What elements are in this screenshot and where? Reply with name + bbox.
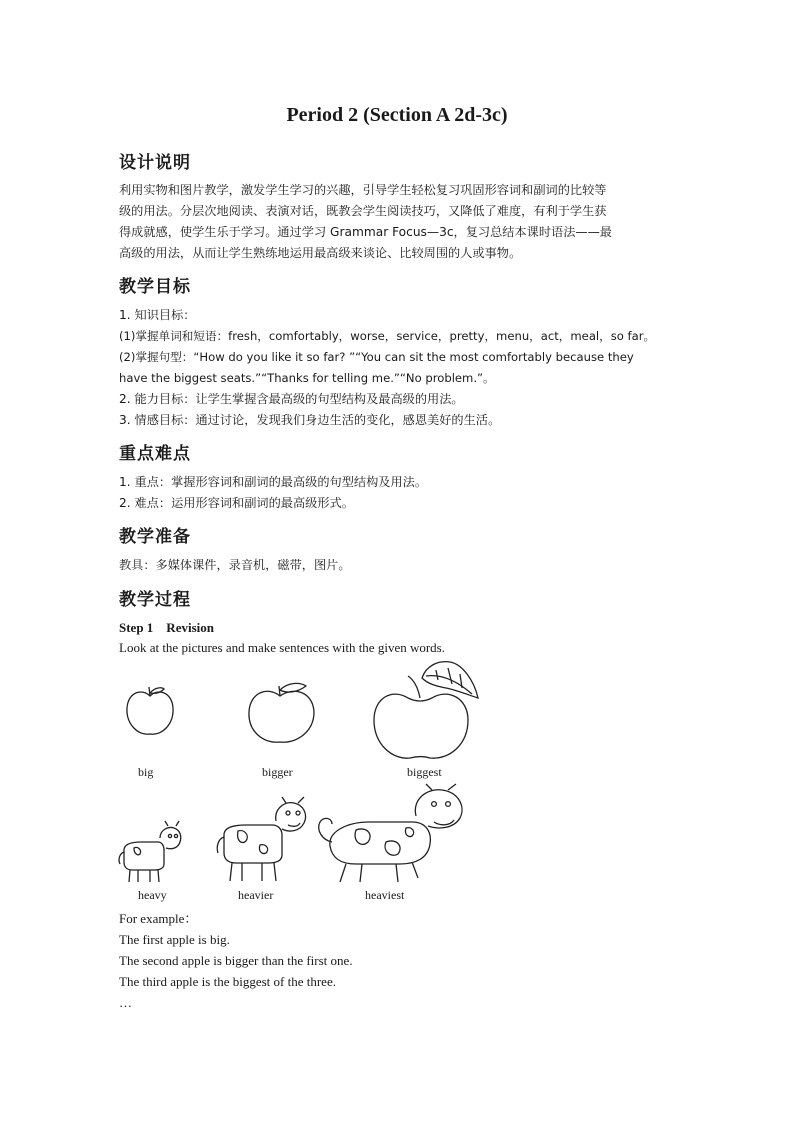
paragraph-line: 利用实物和图片教学，激发学生学习的兴趣，引导学生轻松复习巩固形容词和副词的比较等 bbox=[119, 183, 607, 197]
section-heading-keypoints: 重点难点 bbox=[119, 444, 191, 464]
cow-label: heavier bbox=[238, 888, 274, 902]
example-line: The first apple is big. bbox=[119, 932, 230, 947]
example-line: The third apple is the biggest of the three. bbox=[119, 974, 336, 989]
goal-line: 1. 知识目标： bbox=[119, 308, 196, 322]
example-line: The second apple is bigger than the first one. bbox=[119, 953, 353, 968]
cow-label: heaviest bbox=[365, 888, 405, 902]
prep-line: 教具：多媒体课件，录音机，磁带，图片。 bbox=[119, 558, 351, 572]
paragraph-line: 级的用法。分层次地阅读、表演对话，既教会学生阅读技巧，又降低了难度，有利于学生获 bbox=[119, 204, 607, 218]
section-heading-goals: 教学目标 bbox=[119, 277, 191, 297]
goal-line: 2. 能力目标：让学生掌握含最高级的句型结构及最高级的用法。 bbox=[119, 392, 464, 406]
section-heading-prep: 教学准备 bbox=[119, 527, 191, 547]
instruction-text: Look at the pictures and make sentences with the given words. bbox=[119, 640, 445, 655]
example-line: … bbox=[119, 995, 132, 1010]
goal-line: 3. 情感目标：通过讨论，发现我们身边生活的变化，感恩美好的生活。 bbox=[119, 413, 501, 427]
step-title: Step 1 Revision bbox=[119, 620, 214, 635]
apple-small-image bbox=[122, 684, 178, 740]
section-heading-design: 设计说明 bbox=[119, 153, 191, 173]
section-heading-process: 教学过程 bbox=[119, 590, 191, 610]
apple-label: bigger bbox=[262, 765, 293, 779]
apple-medium-image bbox=[244, 680, 320, 746]
cow-label: heavy bbox=[138, 888, 167, 902]
apple-label: biggest bbox=[407, 765, 442, 779]
goal-line: (2)掌握句型：“How do you like it so far? ”“You can sit the most comfortably because they bbox=[119, 350, 634, 364]
cow-small-image bbox=[116, 820, 186, 886]
keypoint-line: 1. 重点：掌握形容词和副词的最高级的句型结构及用法。 bbox=[119, 475, 428, 489]
page-title: Period 2 (Section A 2d-3c) bbox=[286, 104, 508, 126]
paragraph-line: 高级的用法，从而让学生熟练地运用最高级来谈论、比较周围的人或事物。 bbox=[119, 246, 522, 260]
cow-large-image bbox=[316, 782, 466, 886]
goal-line: have the biggest seats.”“Thanks for telling me.”“No problem.”。 bbox=[119, 371, 495, 385]
keypoint-line: 2. 难点：运用形容词和副词的最高级形式。 bbox=[119, 496, 354, 510]
goal-line: (1)掌握单词和短语：fresh，comfortably，worse，service，pretty，menu，act，meal，so far。 bbox=[119, 329, 656, 343]
cow-medium-image bbox=[214, 795, 310, 885]
paragraph-line: 得成就感，使学生乐于学习。通过学习 Grammar Focus—3c，复习总结本课时语法——最 bbox=[119, 225, 612, 239]
example-line: For example： bbox=[119, 911, 198, 926]
apple-label: big bbox=[138, 765, 154, 779]
apple-large-image bbox=[370, 658, 482, 762]
